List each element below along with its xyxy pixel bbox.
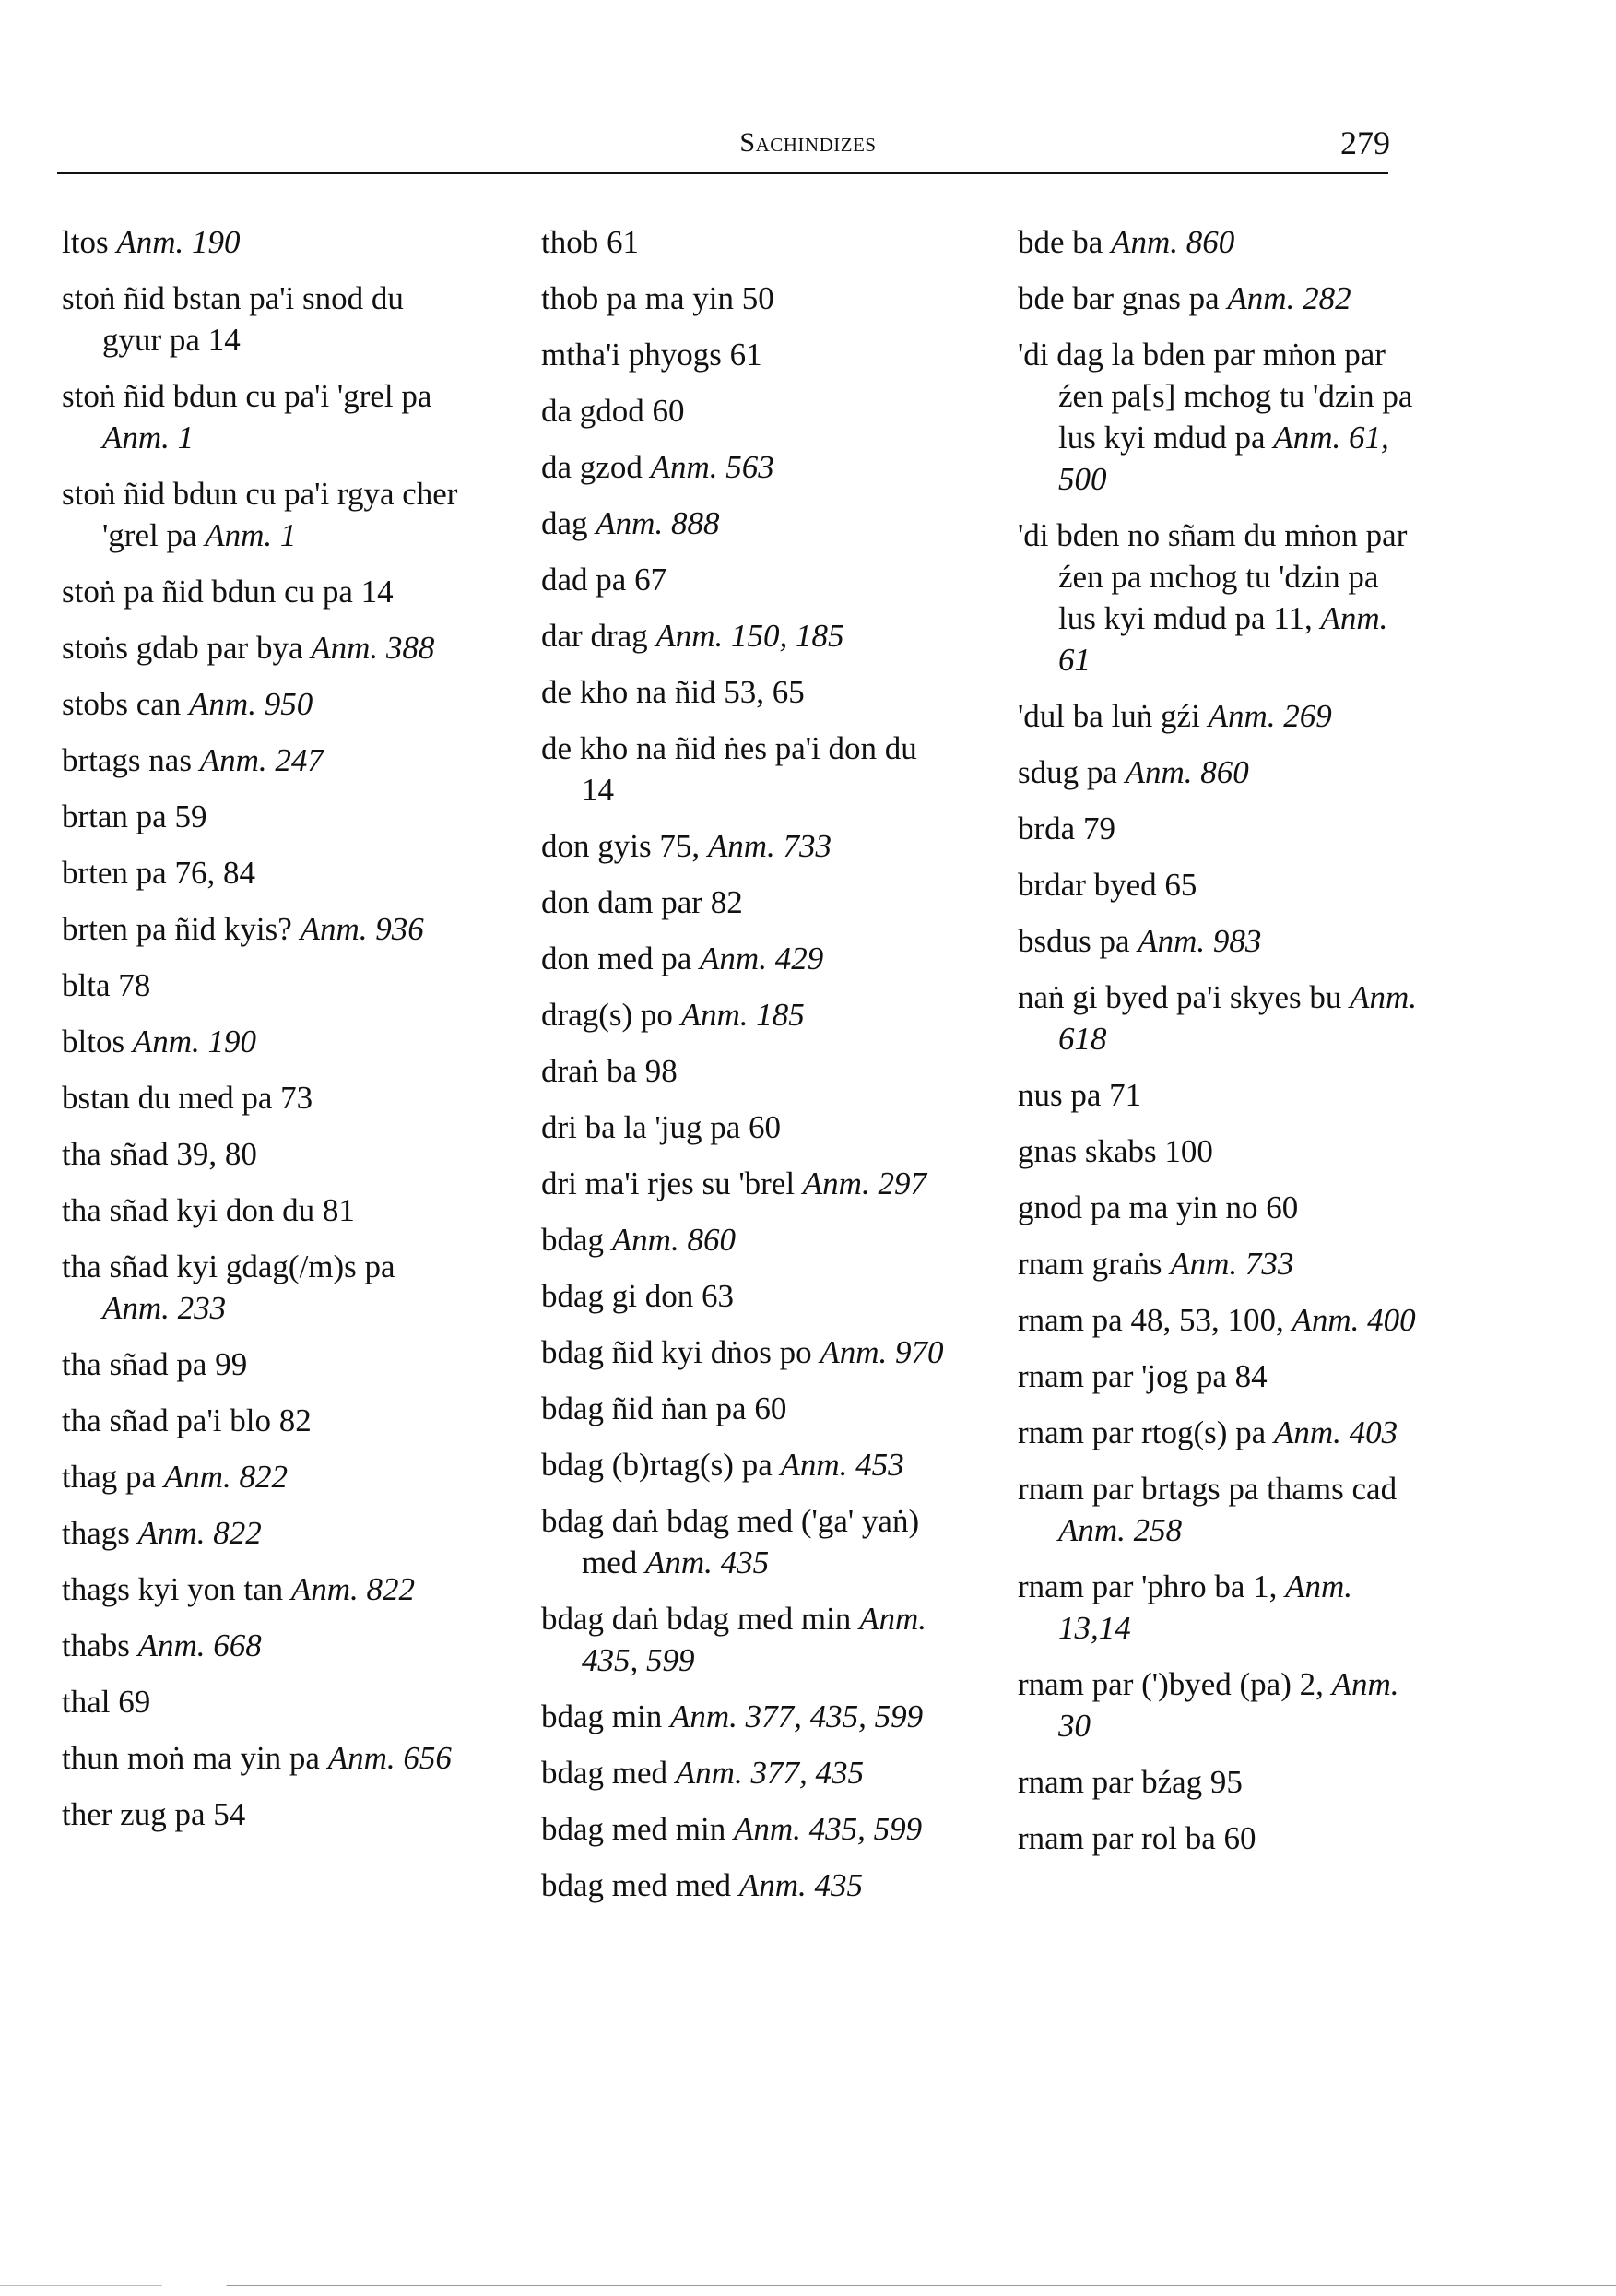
index-term: rnam graṅs (1018, 1246, 1162, 1282)
index-term: brtan pa 59 (62, 799, 207, 834)
index-term: bdag (541, 1222, 605, 1258)
index-entry (62, 375, 467, 458)
index-term: rnam par rol ba 60 (1018, 1820, 1256, 1856)
index-term: bdag gi don 63 (541, 1278, 735, 1314)
index-term: da gzod (541, 449, 643, 485)
index-reference: Anm. 822 (290, 1571, 416, 1607)
index-entry (1018, 1130, 1423, 1172)
index-term: don dam par 82 (541, 884, 743, 920)
index-reference: Anm. 668 (137, 1627, 262, 1663)
index-entry (1018, 1663, 1423, 1746)
index-reference: Anm. 733 (707, 828, 832, 864)
index-entry (62, 1568, 467, 1610)
index-entry (541, 278, 947, 319)
index-entry (541, 825, 947, 867)
index-entry (1018, 1566, 1423, 1649)
index-entry (62, 571, 467, 612)
index-entry (62, 1456, 467, 1497)
index-entry (1018, 1468, 1423, 1551)
index-reference: Anm. 190 (116, 224, 241, 260)
index-reference: Anm. 233 (102, 1290, 227, 1326)
index-entry (62, 1343, 467, 1385)
index-entry (541, 994, 947, 1036)
index-term: stobs can (62, 686, 182, 722)
index-entry (62, 852, 467, 894)
index-term: bdag daṅ bdag med min (541, 1601, 852, 1637)
index-entry (62, 1737, 467, 1779)
index-term: dad pa 67 (541, 562, 667, 598)
index-entry (541, 1331, 947, 1373)
index-reference: Anm. 429 (700, 941, 824, 976)
index-term: don gyis 75, (541, 828, 701, 864)
index-reference: Anm. 435, 599 (582, 1601, 926, 1678)
index-reference: Anm. 388 (311, 630, 435, 666)
index-entry (1018, 808, 1423, 849)
index-term: ther zug pa 54 (62, 1796, 246, 1832)
index-reference: Anm. 822 (137, 1515, 262, 1551)
page-bottom-edge (0, 2285, 1616, 2286)
index-term: bdag med (541, 1755, 668, 1791)
index-entry (541, 671, 947, 713)
index-term: don med pa (541, 941, 692, 976)
index-entry (62, 278, 467, 361)
index-term: rnam par bźag 95 (1018, 1764, 1243, 1800)
index-entry (541, 334, 947, 375)
index-term: rnam par 'jog pa 84 (1018, 1358, 1268, 1394)
index-term: bdag med med (541, 1867, 732, 1903)
index-term: thob 61 (541, 224, 639, 260)
index-reference: Anm. 983 (1138, 923, 1262, 959)
index-entry (62, 1077, 467, 1118)
index-entry (541, 1050, 947, 1092)
index-entry (62, 796, 467, 837)
index-entry (1018, 864, 1423, 905)
index-term: drag(s) po (541, 997, 673, 1033)
index-reference: Anm. 190 (132, 1024, 256, 1059)
index-entry (1018, 1074, 1423, 1116)
index-reference: Anm. 247 (199, 742, 324, 778)
index-reference: Anm. 888 (596, 505, 720, 541)
index-term: ltos (62, 224, 109, 260)
index-term: dri ba la 'jug pa 60 (541, 1109, 781, 1145)
index-reference: Anm. 970 (820, 1334, 944, 1370)
index-reference: Anm. 297 (802, 1166, 926, 1201)
index-term: bdag ñid ṅan pa 60 (541, 1391, 787, 1426)
index-reference: Anm. 269 (1208, 698, 1332, 734)
index-entry (541, 559, 947, 600)
index-entry (62, 1021, 467, 1062)
index-entry (62, 908, 467, 950)
index-term: brda 79 (1018, 811, 1115, 846)
index-term: bltos (62, 1024, 125, 1059)
index-column-1 (62, 221, 467, 1850)
index-term: tha sñad kyi gdag(/m)s pa (62, 1249, 395, 1284)
index-term: bstan du med pa 73 (62, 1080, 313, 1116)
index-term: bdag (b)rtag(s) pa (541, 1447, 773, 1483)
index-term: 'di bden no sñam du mṅon par źen pa mchog tu 'dzin pa lus kyi mdud pa 11, (1018, 517, 1408, 636)
index-entry (541, 1107, 947, 1148)
index-entry (541, 1444, 947, 1485)
index-term: brten pa 76, 84 (62, 855, 255, 891)
index-term: dag (541, 505, 588, 541)
index-term: stoṅ pa ñid bdun cu pa 14 (62, 574, 394, 610)
index-entry (1018, 752, 1423, 793)
index-column-2 (541, 221, 947, 1921)
index-entry (1018, 1243, 1423, 1284)
index-entry (541, 938, 947, 979)
index-reference: Anm. 150, 185 (655, 618, 844, 654)
index-term: rnam par (')byed (pa) 2, (1018, 1666, 1324, 1702)
index-term: bdag min (541, 1698, 663, 1734)
index-reference: Anm. 435 (738, 1867, 863, 1903)
index-reference: Anm. 950 (189, 686, 313, 722)
index-term: brdar byed 65 (1018, 867, 1197, 903)
index-term: tha sñad 39, 80 (62, 1136, 257, 1172)
index-term: thal 69 (62, 1684, 151, 1720)
index-term: thob pa ma yin 50 (541, 280, 774, 316)
index-entry (1018, 334, 1423, 500)
index-term: nus pa 71 (1018, 1077, 1142, 1113)
index-reference: Anm. 435, 599 (734, 1811, 923, 1847)
index-term: bsdus pa (1018, 923, 1130, 959)
index-entry (1018, 1299, 1423, 1341)
index-entry (1018, 976, 1423, 1059)
index-entry (541, 615, 947, 657)
index-term: naṅ gi byed pa'i skyes bu (1018, 979, 1342, 1015)
index-entry (541, 1696, 947, 1737)
index-term: rnam pa 48, 53, 100, (1018, 1302, 1284, 1338)
index-entry (1018, 695, 1423, 737)
index-entry (541, 1752, 947, 1793)
index-term: 'di dag la bden par mṅon par źen pa[s] mchog tu 'dzin pa lus kyi mdud pa (1018, 337, 1413, 456)
index-entry (541, 503, 947, 544)
index-term: tha sñad kyi don du 81 (62, 1192, 355, 1228)
index-entry (541, 1598, 947, 1681)
index-entry (62, 1681, 467, 1722)
index-entry (541, 1808, 947, 1850)
index-reference: Anm. 61 (1058, 600, 1388, 678)
index-reference: Anm. 860 (1111, 224, 1235, 260)
index-term: gnas skabs 100 (1018, 1133, 1213, 1169)
index-entry (62, 627, 467, 669)
index-reference: Anm. 860 (611, 1222, 736, 1258)
index-entry (1018, 1817, 1423, 1859)
index-reference: Anm. 435 (645, 1544, 770, 1580)
index-term: dar drag (541, 618, 648, 654)
index-reference: Anm. 61, 500 (1058, 420, 1389, 497)
index-term: thun moṅ ma yin pa (62, 1740, 320, 1776)
index-term: bdag daṅ bdag med ('ga' yaṅ) med (541, 1503, 920, 1580)
index-entry (1018, 1355, 1423, 1397)
index-term: mtha'i phyogs 61 (541, 337, 762, 373)
index-entry (1018, 515, 1423, 681)
index-entry (62, 1400, 467, 1441)
index-term: bde ba (1018, 224, 1103, 260)
index-term: 'dul ba luṅ gźi (1018, 698, 1200, 734)
index-term: brten pa ñid kyis? (62, 911, 292, 947)
index-entry (62, 683, 467, 725)
index-entry (62, 1246, 467, 1329)
index-reference: Anm. 822 (163, 1459, 288, 1495)
index-term: de kho na ñid 53, 65 (541, 674, 805, 710)
index-reference: Anm. 185 (680, 997, 805, 1033)
index-entry (541, 1163, 947, 1204)
index-entry (1018, 1412, 1423, 1453)
running-head-title: Sachindizes (739, 127, 877, 158)
index-term: stoṅ ñid bstan pa'i snod du gyur pa 14 (62, 280, 404, 358)
index-entry (1018, 278, 1423, 319)
index-term: draṅ ba 98 (541, 1053, 678, 1089)
index-term: stoṅs gdab par bya (62, 630, 303, 666)
index-entry (541, 1219, 947, 1260)
index-term: blta 78 (62, 967, 151, 1003)
index-reference: Anm. 13,14 (1058, 1568, 1353, 1646)
index-entry (62, 1189, 467, 1231)
index-term: thag pa (62, 1459, 157, 1495)
index-reference: Anm. 30 (1058, 1666, 1399, 1744)
index-entry (541, 1388, 947, 1429)
index-entry (62, 1133, 467, 1175)
index-entry (1018, 1187, 1423, 1228)
index-entry (62, 473, 467, 556)
index-reference: Anm. 400 (1292, 1302, 1416, 1338)
header-rule (57, 172, 1388, 174)
index-entry (1018, 920, 1423, 962)
index-reference: Anm. 403 (1273, 1414, 1398, 1450)
index-term: gnod pa ma yin no 60 (1018, 1189, 1299, 1225)
index-entry (541, 221, 947, 263)
index-reference: Anm. 282 (1227, 280, 1351, 316)
index-term: thabs (62, 1627, 130, 1663)
index-reference: Anm. 377, 435 (675, 1755, 864, 1791)
index-reference: Anm. 1 (205, 517, 297, 553)
index-term: tha sñad pa'i blo 82 (62, 1402, 312, 1438)
index-term: tha sñad pa 99 (62, 1346, 248, 1382)
index-reference: Anm. 936 (300, 911, 424, 947)
index-entry (541, 1864, 947, 1906)
index-reference: Anm. 563 (650, 449, 774, 485)
index-entry (541, 728, 947, 811)
index-entry (62, 740, 467, 781)
index-entry (1018, 221, 1423, 263)
index-term: dri ma'i rjes su 'brel (541, 1166, 796, 1201)
index-entry (62, 1512, 467, 1554)
index-entry (62, 965, 467, 1006)
index-reference: Anm. 1 (102, 420, 195, 456)
index-reference: Anm. 618 (1058, 979, 1418, 1057)
index-entry (1018, 1761, 1423, 1803)
index-entry (541, 882, 947, 923)
index-entry (541, 1275, 947, 1317)
index-reference: Anm. 733 (1170, 1246, 1294, 1282)
index-term: rnam par 'phro ba 1, (1018, 1568, 1278, 1604)
index-reference: Anm. 860 (1125, 754, 1249, 790)
index-term: stoṅ ñid bdun cu pa'i rgya cher 'grel pa (62, 476, 458, 553)
index-term: stoṅ ñid bdun cu pa'i 'grel pa (62, 378, 432, 414)
index-term: thags (62, 1515, 130, 1551)
index-reference: Anm. 453 (780, 1447, 904, 1483)
index-entry (62, 221, 467, 263)
index-term: thags kyi yon tan (62, 1571, 284, 1607)
index-term: da gdod 60 (541, 393, 685, 429)
index-term: de kho na ñid ṅes pa'i don du 14 (541, 730, 917, 808)
index-entry (541, 390, 947, 432)
index-term: bdag ñid kyi dṅos po (541, 1334, 812, 1370)
index-entry (62, 1625, 467, 1666)
index-entry (541, 446, 947, 488)
index-reference: Anm. 377, 435, 599 (669, 1698, 924, 1734)
index-column-3 (1018, 221, 1423, 1874)
index-entry (541, 1500, 947, 1583)
index-term: rnam par brtags pa thams cad (1018, 1471, 1398, 1507)
index-entry (62, 1793, 467, 1835)
index-reference: Anm. 656 (327, 1740, 452, 1776)
index-term: bdag med min (541, 1811, 726, 1847)
index-term: bde bar gnas pa (1018, 280, 1220, 316)
index-reference: Anm. 258 (1058, 1512, 1183, 1548)
index-term: brtags nas (62, 742, 192, 778)
index-term: sdug pa (1018, 754, 1117, 790)
index-term: rnam par rtog(s) pa (1018, 1414, 1267, 1450)
page-number: 279 (1340, 124, 1390, 161)
